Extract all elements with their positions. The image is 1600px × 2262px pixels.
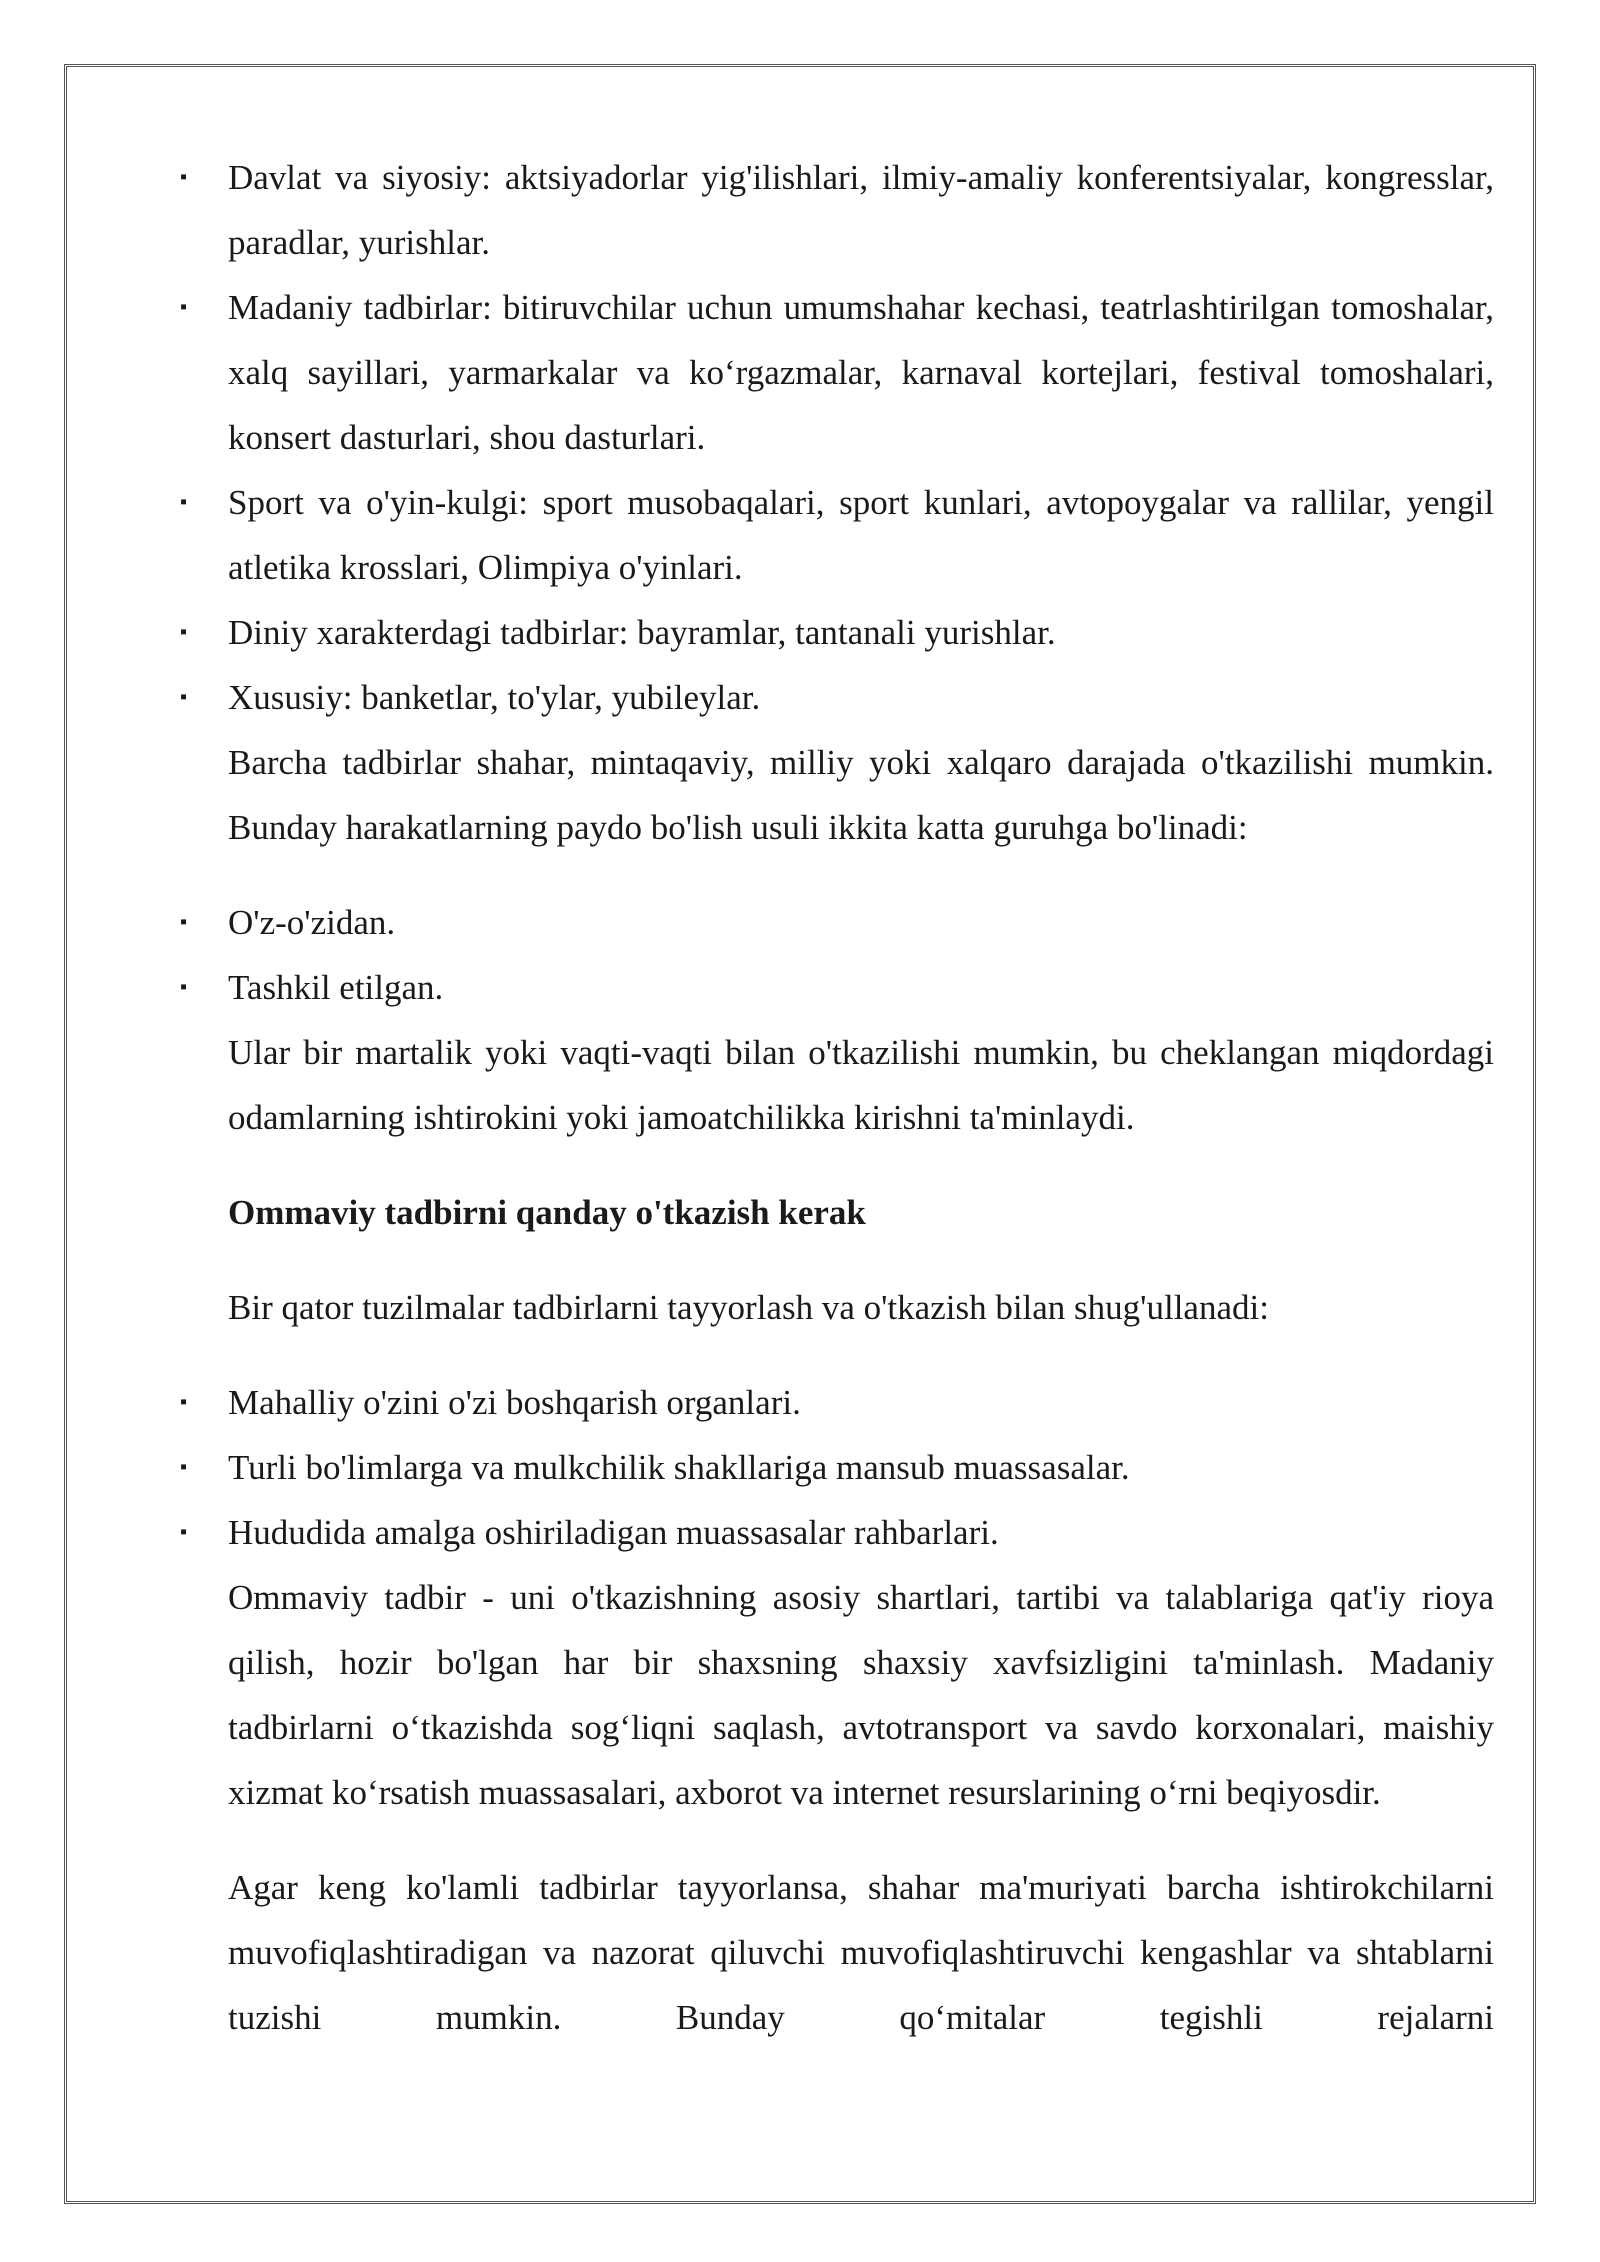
list-item-text: Davlat va siyosiy: aktsiyadorlar yig'ilishlari, ilmiy-amaliy konferentsiyalar, kongresslar, paradlar, yurishlar. [228, 158, 1494, 262]
list-item [180, 275, 1494, 470]
list-item-text: Hududida amalga oshiriladigan muassasalar rahbarlari. [228, 1513, 999, 1552]
paragraph: Ular bir martalik yoki vaqti-vaqti bilan o'tkazilishi mumkin, bu cheklangan miqdordagi odamlarning ishtirokini yoki jamoatchilikka kirishni ta'minlaydi. [228, 1033, 1494, 1137]
bullet-icon: ▪ [180, 1521, 188, 1543]
list-item-text: Mahalliy o'zini o'zi boshqarish organlari. [228, 1383, 801, 1422]
bullet-icon: ▪ [180, 296, 188, 318]
bullet-icon: ▪ [180, 911, 188, 933]
list-item-text: Diniy xarakterdagi tadbirlar: bayramlar, tantanali yurishlar. [228, 613, 1056, 652]
document-body [180, 145, 1494, 2050]
section-heading: Ommaviy tadbirni qanday o'tkazish kerak [228, 1193, 866, 1232]
list-item [180, 470, 1494, 600]
list-item-text: Sport va o'yin-kulgi: sport musobaqalari, sport kunlari, avtopoygalar va rallilar, yengil atletika krosslari, Olimpiya o'yinlari. [228, 483, 1494, 587]
list-item [180, 145, 1494, 275]
bullet-icon: ▪ [180, 686, 188, 708]
list-item-text: Turli bo'limlarga va mulkchilik shakllariga mansub muassasalar. [228, 1448, 1130, 1487]
list-item [180, 1435, 1494, 1500]
bullet-icon: ▪ [180, 1391, 188, 1413]
list-item [180, 890, 1494, 955]
list-item [180, 665, 1494, 730]
list-item-text: Madaniy tadbirlar: bitiruvchilar uchun umumshahar kechasi, teatrlashtirilgan tomoshalar, xalq sayillari, yarmarkalar va koʻrgazmalar, karnaval kortejlari, festival tomoshalari, konsert dasturlari, shou dasturlari. [228, 288, 1494, 457]
bullet-icon: ▪ [180, 621, 188, 643]
bullet-icon: ▪ [180, 491, 188, 513]
list-item [180, 1370, 1494, 1435]
paragraph: Barcha tadbirlar shahar, mintaqaviy, milliy yoki xalqaro darajada o'tkazilishi mumkin. Bunday harakatlarning paydo bo'lish usuli ikkita katta guruhga bo'linadi: [228, 743, 1494, 847]
bullet-icon: ▪ [180, 976, 188, 998]
list-item-text: Xususiy: banketlar, to'ylar, yubileylar. [228, 678, 761, 717]
list-item [180, 955, 1494, 1020]
list-item [180, 600, 1494, 665]
bullet-icon: ▪ [180, 1456, 188, 1478]
paragraph: Agar keng ko'lamli tadbirlar tayyorlansa, shahar ma'muriyati barcha ishtirokchilarni muvofiqlashtiradigan va nazorat qiluvchi muvofiqlashtiruvchi kengashlar va shtablarni tuzishi mumkin. Bunday qoʻmitalar tegishli rejalarni [228, 1868, 1494, 2037]
list-item-text: O'z-o'zidan. [228, 903, 396, 942]
paragraph: Bir qator tuzilmalar tadbirlarni tayyorlash va o'tkazish bilan shug'ullanadi: [228, 1288, 1269, 1327]
list-item [180, 1500, 1494, 1565]
paragraph: Ommaviy tadbir - uni o'tkazishning asosiy shartlari, tartibi va talablariga qat'iy rioya qilish, hozir bo'lgan har bir shaxsning shaxsiy xavfsizligini ta'minlash. Madaniy tadbirlarni oʻtkazishda sogʻliqni saqlash, avtotransport va savdo korxonalari, maishiy xizmat koʻrsatish muassasalari, axborot va internet resurslarining oʻrni beqiyosdir. [228, 1578, 1494, 1812]
bullet-icon: ▪ [180, 166, 188, 188]
list-item-text: Tashkil etilgan. [228, 968, 444, 1007]
